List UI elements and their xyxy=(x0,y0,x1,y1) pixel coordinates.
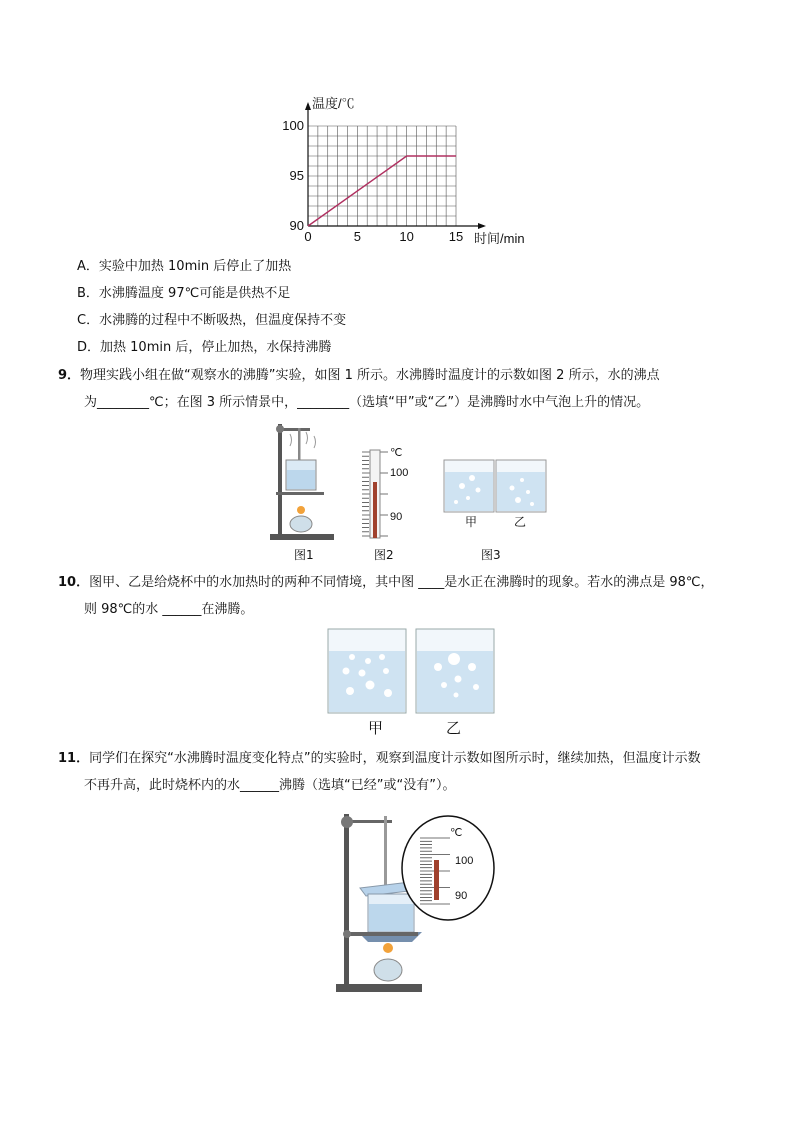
y-axis-arrow xyxy=(305,102,311,110)
q9-number: 9． xyxy=(58,368,81,383)
burner xyxy=(290,516,312,532)
q11-text-1: 同学们在探究“水沸腾时温度变化特点”的实验时，观察到温度计示数如图所示时，继续加热，但温度计示数 xyxy=(89,751,701,766)
therm-100-label: 100 xyxy=(390,467,409,479)
q11-line2 xyxy=(84,777,455,795)
y-axis-label: 温度/℃ xyxy=(312,96,355,111)
q10-line1 xyxy=(58,574,714,592)
option-a-letter: A． xyxy=(77,259,99,274)
q9-fig2-thermometer xyxy=(358,446,418,542)
q11-line1 xyxy=(58,750,701,768)
q11-apparatus xyxy=(330,808,500,998)
q11-therm-90-label: 90 xyxy=(455,890,468,902)
mercury-column xyxy=(373,482,377,538)
q11-beaker-water xyxy=(369,904,413,931)
therm-90-label: 90 xyxy=(390,511,403,523)
q10-beakers xyxy=(326,627,496,715)
q10-beaker-jia xyxy=(328,629,406,713)
temperature-time-chart xyxy=(270,92,550,252)
clamp-arm xyxy=(280,428,310,431)
option-c-text: 水沸腾的过程中不断吸热，但温度保持不变 xyxy=(99,313,347,328)
q11-therm-unit-label: ℃ xyxy=(450,827,463,839)
x-tick-label: 0 xyxy=(304,229,312,244)
q9-fig2-caption: 图2 xyxy=(374,548,394,562)
q11-burner xyxy=(374,959,402,981)
option-b-letter: B． xyxy=(77,286,99,301)
x-tick-label: 15 xyxy=(448,229,464,244)
q9-fig3-label-jia: 甲 xyxy=(465,515,478,529)
q11-text-2: 不再升高，此时烧杯内的水______沸腾（选填“已经”或“没有”）。 xyxy=(84,778,456,793)
q9-fig3-caption: 图3 xyxy=(481,548,501,562)
burner-flame xyxy=(297,506,305,514)
fig3-beaker-yi xyxy=(496,460,546,512)
q9-fig1-caption: 图1 xyxy=(294,548,314,562)
x-axis-arrow xyxy=(478,223,486,229)
therm-unit-label: ℃ xyxy=(390,447,403,459)
x-axis-label: 时间/min xyxy=(474,231,525,246)
y-tick-label: 90 xyxy=(289,218,304,233)
q10-beaker-yi xyxy=(416,629,494,713)
y-tick-label: 95 xyxy=(289,168,304,183)
x-tick-label: 5 xyxy=(353,229,361,244)
q11-number: 11． xyxy=(58,751,90,766)
option-c xyxy=(77,312,346,330)
option-a-text: 实验中加热 10min 后停止了加热 xyxy=(98,259,292,274)
q11-ring-knob xyxy=(343,930,351,938)
q11-therm-100-label: 100 xyxy=(455,855,474,867)
q9-fig3-beakers xyxy=(442,458,548,514)
y-tick-label: 100 xyxy=(282,118,304,133)
chart-series xyxy=(308,156,456,226)
q10-text-1: 图甲、乙是给烧杯中的水加热时的两种不同情境，其中图 ____是水正在沸腾时的现象。若水的沸点是 98℃， xyxy=(89,575,714,590)
steam-lines xyxy=(290,432,316,448)
q11-clamp-knob xyxy=(341,816,353,828)
q10-label-yi: 乙 xyxy=(446,719,462,737)
option-b-text: 水沸腾温度 97℃可能是供热不足 xyxy=(98,286,291,301)
q9-text-1: 物理实践小组在做“观察水的沸腾”实验，如图 1 所示。水沸腾时温度计的示数如图 2 所示，水的沸点 xyxy=(80,368,660,383)
q9-line1 xyxy=(58,367,660,385)
q10-text-2: 则 98℃的水 ______在沸腾。 xyxy=(84,602,254,617)
q11-mercury-column xyxy=(434,860,439,900)
q11-stand-rod xyxy=(344,814,349,986)
q9-fig1-apparatus xyxy=(268,420,338,545)
chart-axes xyxy=(305,102,486,229)
q11-burner-flame xyxy=(383,943,393,953)
option-a xyxy=(77,258,291,276)
beaker-water xyxy=(287,470,315,489)
stand-base xyxy=(270,534,334,540)
option-c-letter: C． xyxy=(77,313,100,328)
q10-line2 xyxy=(84,601,253,619)
clamp-knob xyxy=(276,425,284,433)
option-b xyxy=(77,285,290,303)
q10-label-jia: 甲 xyxy=(368,719,384,737)
q9-line2 xyxy=(84,394,649,412)
option-d-letter: D． xyxy=(77,340,101,355)
q9-text-2: 为________℃；在图 3 所示情景中，________（选填“甲”或“乙”）是沸腾时水中气泡上升的情况。 xyxy=(84,395,650,410)
option-d-text: 加热 10min 后，停止加热，水保持沸腾 xyxy=(100,340,332,355)
q11-ring-clamp xyxy=(346,932,418,936)
option-d xyxy=(77,339,331,357)
x-tick-label: 10 xyxy=(399,229,414,244)
series-line xyxy=(308,156,456,226)
fig3-beaker-jia xyxy=(444,460,494,512)
ring-clamp xyxy=(276,492,324,495)
q11-callout-bubble xyxy=(402,816,494,920)
q9-fig3-label-yi: 乙 xyxy=(514,515,527,529)
q10-number: 10． xyxy=(58,575,90,590)
q11-stand-base xyxy=(336,984,422,992)
stand-rod xyxy=(278,424,282,536)
